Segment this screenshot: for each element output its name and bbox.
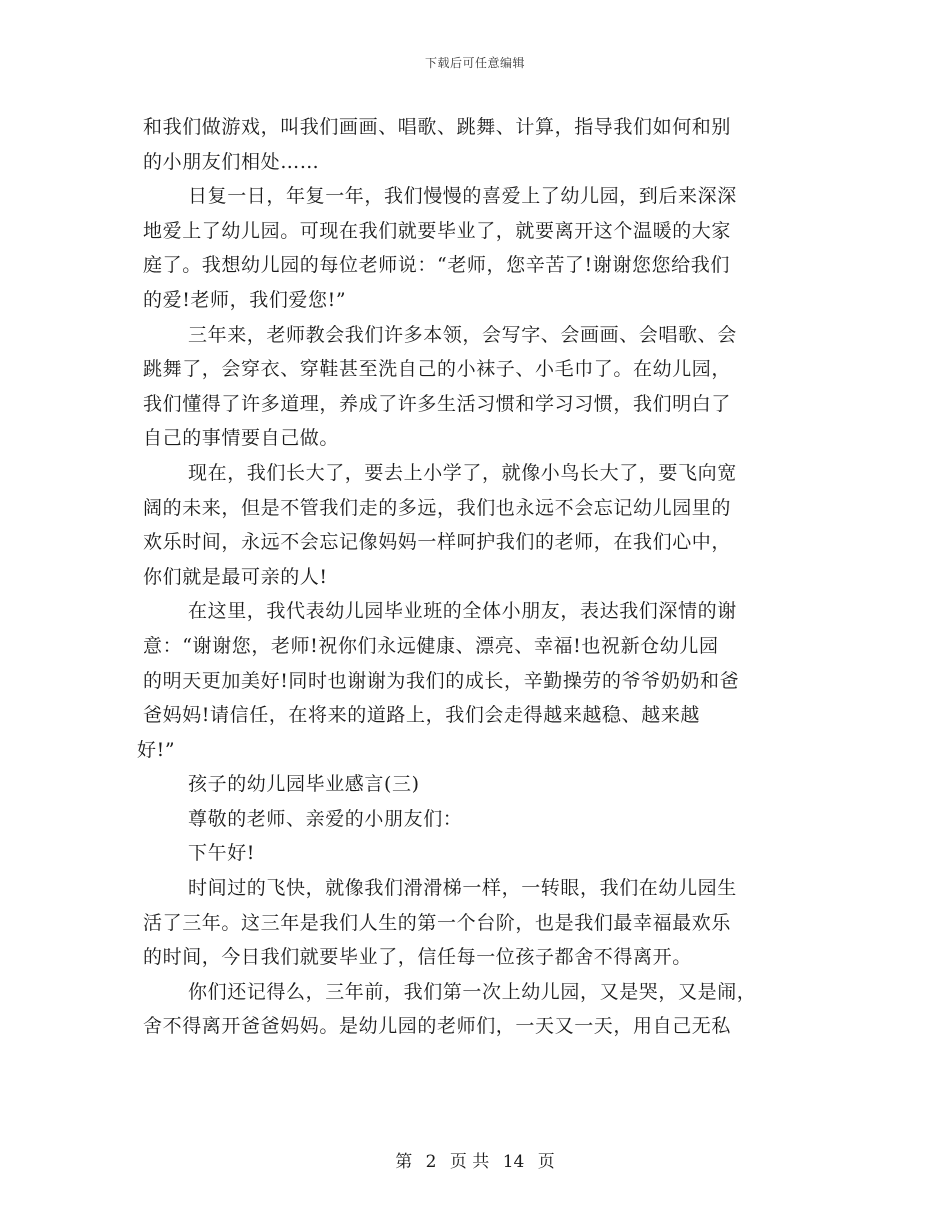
text-line: 现在，我们长大了，要去上小学了，就像小鸟长大了，要飞向宽	[188, 461, 737, 484]
text-line: 意：“谢谢您，老师!祝你们永远健康、漂亮、幸福!也祝新仓幼儿园	[143, 634, 719, 657]
footer-suffix: 页	[537, 1152, 555, 1172]
footer-prefix: 第	[395, 1152, 413, 1172]
text-line: 你们就是最可亲的人!	[143, 565, 328, 588]
text-line: 活了三年。这三年是我们人生的第一个台阶，也是我们最幸福最欢乐	[143, 911, 732, 934]
section-title: 孩子的幼儿园毕业感言(三)	[188, 773, 420, 796]
text-line: 和我们做游戏，叫我们画画、唱歌、跳舞、计算，指导我们如何和别	[143, 116, 732, 138]
text-line: 的小朋友们相处……	[143, 150, 320, 173]
text-line: 好!”	[137, 738, 176, 761]
greeting: 下午好!	[188, 842, 256, 865]
document-body	[137, 110, 803, 1044]
text-line: 爸妈妈!请信任，在将来的道路上，我们会走得越来越稳、越来越	[143, 704, 701, 727]
text-line: 阔的未来，但是不管我们走的多远，我们也永远不会忘记幼儿园里的	[143, 496, 732, 519]
text-line: 自己的事情要自己做。	[143, 427, 340, 450]
text-line: 我们懂得了许多道理，养成了许多生活习惯和学习习惯，我们明白了	[143, 392, 732, 415]
footer-middle: 页 共	[449, 1152, 490, 1172]
text-line: 地爱上了幼儿园。可现在我们就要毕业了，就要离开这个温暖的大家	[143, 219, 732, 242]
text-line: 日复一日，年复一年，我们慢慢的喜爱上了幼儿园，到后来深深	[188, 185, 737, 208]
text-line: 时间过的飞快，就像我们滑滑梯一样，一转眼，我们在幼儿园生	[188, 877, 737, 900]
text-line: 舍不得离开爸爸妈妈。是幼儿园的老师们，一天又一天，用自己无私	[143, 1015, 732, 1038]
page-header-note: 下载后可任意编辑	[424, 56, 525, 70]
text-line: 的明天更加美好!同时也谢谢为我们的成长，辛勤操劳的爷爷奶奶和爸	[143, 669, 740, 692]
text-line: 的时间，今日我们就要毕业了，信任每一位孩子都舍不得离开。	[143, 946, 692, 969]
text-line: 的爱!老师，我们爱您!”	[143, 288, 347, 311]
text-line: 在这里，我代表幼儿园毕业班的全体小朋友，表达我们深情的谢	[188, 600, 737, 623]
text-line: 你们还记得么，三年前，我们第一次上幼儿园，又是哭，又是闹，	[188, 980, 757, 1003]
total-pages-number: 14	[502, 1152, 525, 1172]
text-line: 庭了。我想幼儿园的每位老师说：“老师，您辛苦了!谢谢您您给我们	[143, 254, 730, 277]
salutation: 尊敬的老师、亲爱的小朋友们：	[188, 807, 463, 830]
text-line: 跳舞了，会穿衣、穿鞋甚至洗自己的小袜子、小毛巾了。在幼儿园，	[143, 358, 732, 381]
page-number-footer	[0, 1147, 950, 1172]
text-line: 三年来，老师教会我们许多本领，会写字、会画画、会唱歌、会	[188, 323, 737, 346]
current-page-number: 2	[425, 1152, 437, 1172]
text-line: 欢乐时间，永远不会忘记像妈妈一样呵护我们的老师，在我们心中，	[143, 531, 732, 554]
